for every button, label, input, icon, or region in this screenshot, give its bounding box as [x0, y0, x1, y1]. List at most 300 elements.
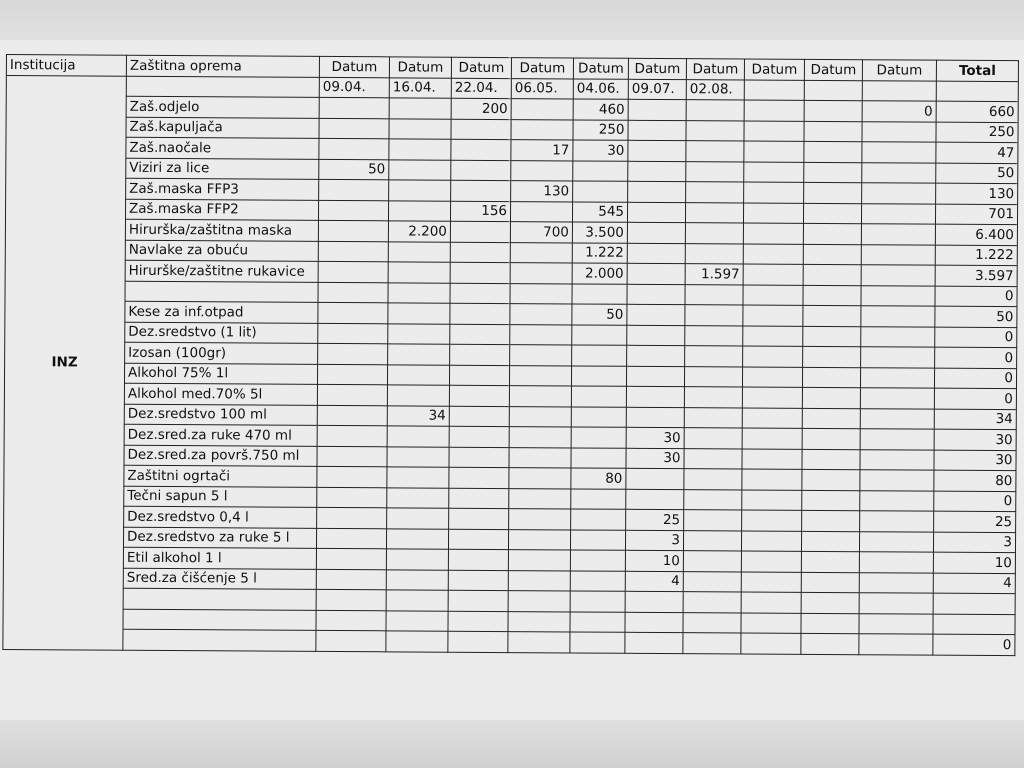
quantity-cell: 30 — [573, 140, 628, 161]
quantity-cell — [509, 365, 571, 386]
total-cell: 0 — [934, 491, 1016, 512]
quantity-cell — [802, 469, 860, 490]
quantity-cell — [317, 466, 387, 487]
quantity-cell — [742, 449, 802, 470]
total-cell: 4 — [933, 573, 1015, 594]
quantity-cell — [388, 200, 450, 221]
equipment-name-cell: Dez.sredstvo 0,4 l — [124, 506, 317, 528]
quantity-cell — [744, 121, 804, 142]
quantity-cell — [318, 241, 388, 262]
quantity-cell — [860, 429, 934, 450]
quantity-cell — [627, 243, 685, 264]
quantity-cell — [389, 180, 451, 201]
equipment-name-cell: Zaš.maska FFP2 — [125, 199, 318, 221]
quantity-cell — [861, 326, 935, 347]
date-cell: 06.05. — [511, 78, 573, 99]
quantity-cell — [316, 528, 386, 549]
quantity-cell — [572, 345, 627, 366]
quantity-cell — [319, 97, 389, 118]
quantity-cell — [803, 346, 861, 367]
quantity-cell — [450, 344, 510, 365]
quantity-cell: 200 — [451, 98, 511, 119]
total-cell: 0 — [934, 388, 1016, 409]
equipment-name-cell: Zaš.maska FFP3 — [126, 178, 319, 200]
quantity-cell — [316, 610, 386, 631]
quantity-cell — [859, 531, 933, 552]
quantity-cell — [684, 510, 742, 531]
quantity-cell: 3.500 — [572, 222, 627, 243]
quantity-cell — [860, 408, 934, 429]
quantity-cell — [449, 467, 509, 488]
quantity-cell — [861, 285, 935, 306]
quantity-cell — [803, 244, 861, 265]
quantity-cell — [450, 283, 510, 304]
quantity-cell — [859, 593, 933, 614]
quantity-cell — [573, 160, 628, 181]
quantity-cell — [318, 323, 388, 344]
quantity-cell — [626, 468, 684, 489]
quantity-cell — [683, 633, 741, 654]
quantity-cell — [387, 487, 449, 508]
quantity-cell — [510, 283, 572, 304]
quantity-cell — [317, 364, 387, 385]
quantity-cell — [804, 162, 862, 183]
quantity-cell — [570, 529, 625, 550]
quantity-cell — [510, 201, 572, 222]
quantity-cell — [743, 346, 803, 367]
quantity-cell — [448, 549, 508, 570]
quantity-cell: 2.200 — [388, 221, 450, 242]
quantity-cell — [449, 488, 509, 509]
quantity-cell — [801, 551, 859, 572]
paper-sheet — [0, 40, 1024, 720]
quantity-cell — [508, 591, 570, 612]
quantity-cell — [627, 325, 685, 346]
quantity-cell — [627, 222, 685, 243]
quantity-cell — [861, 203, 935, 224]
quantity-cell — [450, 324, 510, 345]
quantity-cell — [449, 365, 509, 386]
quantity-cell — [743, 223, 803, 244]
quantity-cell — [628, 181, 686, 202]
total-cell — [933, 593, 1015, 614]
equipment-name-cell: Zaš.kapuljača — [126, 117, 319, 139]
quantity-cell — [386, 631, 448, 652]
total-cell: 3 — [933, 532, 1015, 553]
quantity-cell — [509, 488, 571, 509]
quantity-cell — [683, 551, 741, 572]
quantity-cell — [509, 406, 571, 427]
quantity-cell — [742, 408, 802, 429]
quantity-cell: 30 — [626, 448, 684, 469]
quantity-cell — [743, 264, 803, 285]
quantity-cell — [511, 160, 573, 181]
quantity-cell — [684, 428, 742, 449]
date-column-header: Datum — [389, 57, 451, 78]
date-cell — [804, 80, 862, 101]
quantity-cell — [683, 571, 741, 592]
quantity-cell: 1.222 — [572, 242, 627, 263]
quantity-cell: 1.597 — [685, 264, 743, 285]
total-cell: 701 — [935, 204, 1017, 225]
date-column-header: Datum — [628, 58, 686, 79]
quantity-cell — [742, 428, 802, 449]
quantity-cell — [801, 613, 859, 634]
equipment-name-cell: Zaš.naočale — [126, 137, 319, 159]
date-cell: 09.04. — [319, 77, 389, 98]
quantity-cell — [802, 490, 860, 511]
total-cell: 30 — [934, 450, 1016, 471]
quantity-cell — [741, 613, 801, 634]
quantity-cell — [860, 470, 934, 491]
quantity-cell — [803, 203, 861, 224]
quantity-cell — [741, 531, 801, 552]
equipment-name-cell: Tečni sapun 5 l — [124, 486, 317, 508]
quantity-cell — [318, 261, 388, 282]
quantity-cell — [316, 589, 386, 610]
quantity-cell — [684, 407, 742, 428]
quantity-cell — [509, 468, 571, 489]
quantity-cell — [860, 367, 934, 388]
quantity-cell — [316, 548, 386, 569]
quantity-cell — [627, 202, 685, 223]
quantity-cell — [388, 282, 450, 303]
quantity-cell — [626, 366, 684, 387]
quantity-cell — [509, 509, 571, 530]
quantity-cell — [685, 243, 743, 264]
quantity-cell: 17 — [511, 140, 573, 161]
equipment-name-cell: Dez.sred.za ruke 470 ml — [124, 424, 317, 446]
quantity-cell: 250 — [573, 119, 628, 140]
quantity-cell — [510, 263, 572, 284]
quantity-cell — [388, 323, 450, 344]
quantity-cell — [684, 469, 742, 490]
quantity-cell — [571, 386, 626, 407]
quantity-cell — [508, 570, 570, 591]
quantity-cell — [801, 592, 859, 613]
quantity-cell — [744, 100, 804, 121]
equipment-name-cell: Dez.sredstvo 100 ml — [124, 404, 317, 426]
equipment-name-cell: Dez.sredstvo (1 lit) — [125, 322, 318, 344]
quantity-cell — [450, 262, 510, 283]
equipment-name-cell: Hirurška/zaštitna maska — [125, 219, 318, 241]
quantity-cell: 460 — [573, 99, 628, 120]
quantity-cell — [510, 304, 572, 325]
quantity-cell — [451, 119, 511, 140]
quantity-cell — [318, 282, 388, 303]
quantity-cell — [802, 387, 860, 408]
quantity-cell — [742, 490, 802, 511]
total-cell — [933, 614, 1015, 635]
quantity-cell — [685, 305, 743, 326]
equipment-name-cell: Zaš.odjelo — [126, 96, 319, 118]
quantity-cell — [388, 262, 450, 283]
total-cell: 0 — [935, 347, 1017, 368]
equipment-name-cell: Sred.za čišćenje 5 l — [123, 568, 316, 590]
quantity-cell — [570, 570, 625, 591]
quantity-cell — [509, 447, 571, 468]
quantity-cell — [742, 469, 802, 490]
total-cell: 0 — [935, 286, 1017, 307]
equipment-name-cell: Zaštitni ogrtači — [124, 465, 317, 487]
quantity-cell — [628, 99, 686, 120]
quantity-cell: 25 — [626, 509, 684, 530]
quantity-cell — [571, 447, 626, 468]
quantity-cell — [511, 119, 573, 140]
quantity-cell — [508, 550, 570, 571]
quantity-cell — [685, 223, 743, 244]
quantity-cell — [510, 242, 572, 263]
quantity-cell — [508, 611, 570, 632]
total-cell: 250 — [936, 122, 1018, 143]
quantity-cell — [741, 572, 801, 593]
quantity-cell — [510, 345, 572, 366]
quantity-cell — [626, 386, 684, 407]
quantity-cell — [804, 182, 862, 203]
date-column-header: Datum — [451, 57, 511, 78]
quantity-cell — [743, 326, 803, 347]
quantity-cell — [684, 387, 742, 408]
quantity-cell — [803, 264, 861, 285]
quantity-cell — [862, 162, 936, 183]
quantity-cell — [685, 202, 743, 223]
quantity-cell: 545 — [572, 201, 627, 222]
quantity-cell — [508, 632, 570, 653]
total-cell: 0 — [935, 327, 1017, 348]
quantity-cell — [802, 428, 860, 449]
quantity-cell — [389, 118, 451, 139]
equipment-header: Zaštitna oprema — [126, 55, 319, 77]
quantity-cell — [686, 161, 744, 182]
quantity-cell — [683, 530, 741, 551]
quantity-cell — [387, 446, 449, 467]
quantity-cell — [388, 344, 450, 365]
institution-cell: INZ — [3, 75, 127, 650]
total-cell: 34 — [934, 409, 1016, 430]
quantity-cell — [859, 613, 933, 634]
total-cell: 50 — [935, 306, 1017, 327]
equipment-name-cell — [125, 281, 318, 303]
quantity-cell — [802, 449, 860, 470]
quantity-cell — [801, 531, 859, 552]
equipment-name-cell — [123, 588, 316, 610]
quantity-cell — [859, 552, 933, 573]
quantity-cell — [449, 426, 509, 447]
quantity-cell — [448, 590, 508, 611]
quantity-cell — [744, 162, 804, 183]
quantity-cell: 0 — [862, 101, 936, 122]
quantity-cell — [628, 120, 686, 141]
quantity-cell — [386, 569, 448, 590]
quantity-cell — [803, 326, 861, 347]
equipment-name-cell: Dez.sred.za površ.750 ml — [124, 445, 317, 467]
quantity-cell — [387, 467, 449, 488]
quantity-cell — [861, 265, 935, 286]
quantity-cell — [450, 221, 510, 242]
quantity-cell — [319, 179, 389, 200]
quantity-cell — [625, 591, 683, 612]
quantity-cell: 130 — [511, 181, 573, 202]
quantity-cell — [801, 572, 859, 593]
quantity-cell — [684, 448, 742, 469]
quantity-cell — [743, 305, 803, 326]
total-cell: 130 — [936, 183, 1018, 204]
total-cell: 30 — [934, 429, 1016, 450]
total-header: Total — [936, 60, 1018, 81]
quantity-cell — [804, 100, 862, 121]
quantity-cell — [628, 161, 686, 182]
total-cell: 50 — [936, 163, 1018, 184]
quantity-cell — [386, 610, 448, 631]
equipment-name-cell: Alkohol med.70% 5l — [124, 383, 317, 405]
date-column-header: Datum — [511, 58, 573, 79]
quantity-cell — [571, 509, 626, 530]
date-cell: 22.04. — [451, 78, 511, 99]
equipment-name-cell: Kese za inf.otpad — [125, 301, 318, 323]
date-cell: 04.06. — [573, 78, 628, 99]
total-cell: 0 — [933, 634, 1015, 655]
total-cell: 660 — [936, 101, 1018, 122]
quantity-cell — [625, 632, 683, 653]
quantity-cell — [449, 508, 509, 529]
quantity-cell — [448, 570, 508, 591]
quantity-cell: 4 — [625, 571, 683, 592]
quantity-cell — [803, 285, 861, 306]
quantity-cell — [570, 632, 625, 653]
quantity-cell — [802, 510, 860, 531]
quantity-cell — [450, 303, 510, 324]
quantity-cell: 50 — [319, 159, 389, 180]
quantity-cell — [317, 384, 387, 405]
quantity-cell — [859, 572, 933, 593]
quantity-cell — [571, 427, 626, 448]
quantity-cell — [803, 223, 861, 244]
quantity-cell — [449, 385, 509, 406]
quantity-cell — [451, 180, 511, 201]
quantity-cell — [862, 183, 936, 204]
quantity-cell — [860, 449, 934, 470]
quantity-cell — [744, 182, 804, 203]
quantity-cell — [685, 284, 743, 305]
quantity-cell — [318, 220, 388, 241]
total-cell: 10 — [933, 552, 1015, 573]
equipment-name-cell: Alkohol 75% 1l — [124, 363, 317, 385]
quantity-cell — [626, 489, 684, 510]
quantity-cell — [508, 529, 570, 550]
quantity-cell: 30 — [626, 427, 684, 448]
quantity-cell — [389, 98, 451, 119]
total-cell: 1.222 — [935, 245, 1017, 266]
quantity-cell — [450, 242, 510, 263]
quantity-cell — [571, 365, 626, 386]
quantity-cell — [683, 612, 741, 633]
quantity-cell — [448, 529, 508, 550]
equipment-name-cell — [123, 609, 316, 631]
quantity-cell — [317, 487, 387, 508]
quantity-cell — [451, 139, 511, 160]
quantity-cell — [387, 364, 449, 385]
quantity-cell: 156 — [450, 201, 510, 222]
equipment-name-cell: Dez.sredstvo za ruke 5 l — [123, 527, 316, 549]
quantity-cell — [388, 241, 450, 262]
quantity-cell — [388, 303, 450, 324]
quantity-cell — [686, 141, 744, 162]
quantity-cell — [389, 159, 451, 180]
quantity-cell — [685, 325, 743, 346]
quantity-cell — [318, 343, 388, 364]
quantity-cell — [317, 507, 387, 528]
quantity-cell — [686, 100, 744, 121]
quantity-cell — [861, 244, 935, 265]
quantity-cell — [449, 447, 509, 468]
quantity-cell — [511, 99, 573, 120]
quantity-cell — [573, 181, 628, 202]
quantity-cell — [804, 121, 862, 142]
institution-header: Institucija — [6, 55, 126, 76]
date-column-header: Datum — [319, 56, 389, 77]
quantity-cell — [743, 203, 803, 224]
quantity-cell — [572, 283, 627, 304]
quantity-cell — [743, 285, 803, 306]
quantity-cell — [386, 549, 448, 570]
quantity-cell — [741, 551, 801, 572]
quantity-cell — [860, 490, 934, 511]
total-cell: 80 — [934, 470, 1016, 491]
quantity-cell — [449, 406, 509, 427]
quantity-cell: 10 — [625, 550, 683, 571]
quantity-cell: 2.000 — [572, 263, 627, 284]
quantity-cell — [628, 140, 686, 161]
quantity-cell — [861, 224, 935, 245]
quantity-cell — [571, 488, 626, 509]
equipment-name-cell: Hirurške/zaštitne rukavice — [125, 260, 318, 282]
quantity-cell — [572, 324, 627, 345]
quantity-cell — [862, 121, 936, 142]
quantity-cell — [570, 611, 625, 632]
quantity-cell — [684, 366, 742, 387]
quantity-cell: 80 — [571, 468, 626, 489]
quantity-cell — [742, 367, 802, 388]
quantity-cell — [317, 405, 387, 426]
quantity-cell — [386, 590, 448, 611]
quantity-cell — [742, 387, 802, 408]
quantity-cell: 3 — [625, 530, 683, 551]
quantity-cell — [387, 426, 449, 447]
quantity-cell — [318, 302, 388, 323]
quantity-cell — [802, 408, 860, 429]
quantity-cell — [743, 244, 803, 265]
total-blank-cell — [936, 81, 1018, 102]
total-cell: 0 — [934, 368, 1016, 389]
quantity-cell — [319, 118, 389, 139]
quantity-cell — [509, 427, 571, 448]
quantity-cell — [317, 446, 387, 467]
quantity-cell — [801, 633, 859, 654]
date-cell: 02.08. — [686, 79, 744, 100]
quantity-cell — [683, 592, 741, 613]
quantity-cell — [741, 592, 801, 613]
quantity-cell — [861, 347, 935, 368]
equipment-name-cell: Izosan (100gr) — [125, 342, 318, 364]
equipment-name-cell: Navlake za obuću — [125, 240, 318, 262]
quantity-cell: 50 — [572, 304, 627, 325]
date-cell: 09.07. — [628, 79, 686, 100]
quantity-cell — [686, 120, 744, 141]
date-cell — [862, 80, 936, 101]
quantity-cell — [861, 306, 935, 327]
quantity-cell — [387, 385, 449, 406]
quantity-cell — [744, 141, 804, 162]
